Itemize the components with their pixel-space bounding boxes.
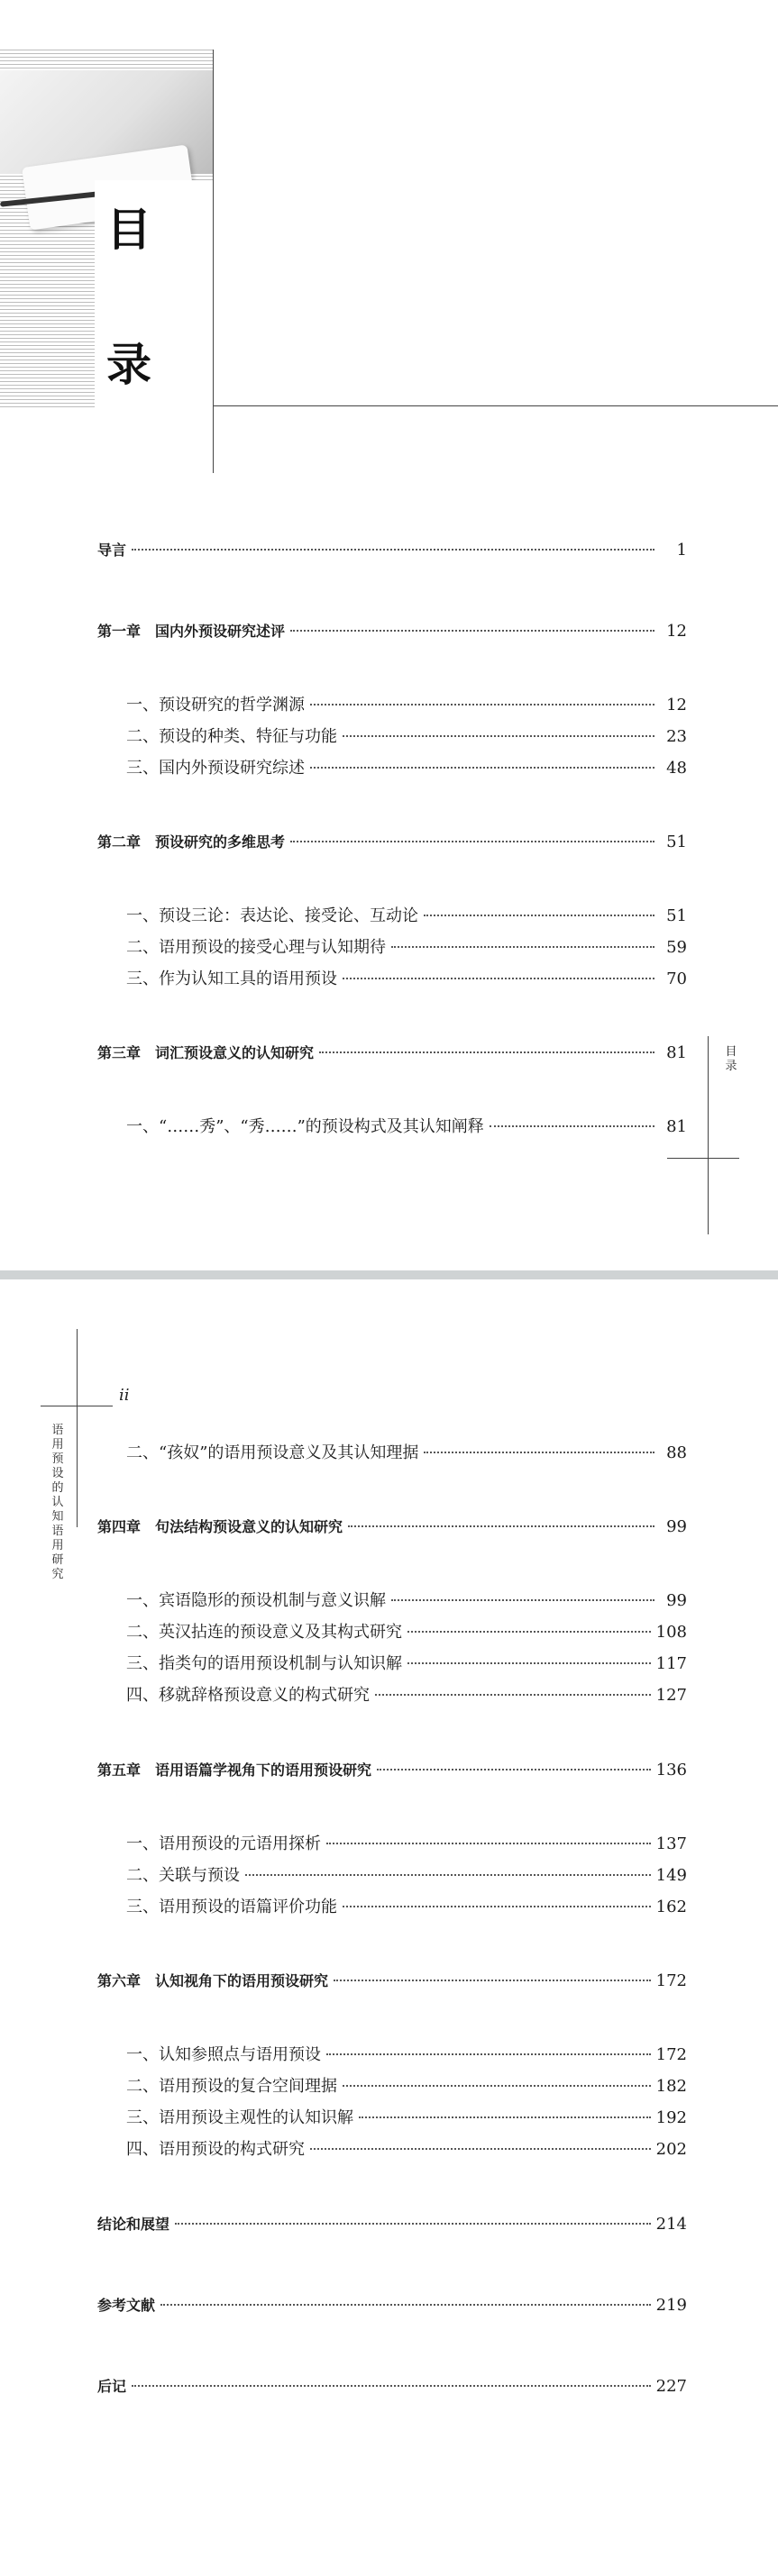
side-label-mulu: 目录 [725,1045,737,1073]
toc-entry-page: 149 [655,1866,687,1885]
toc-entry[interactable] [126,1831,687,1854]
toc-entry-page: 127 [655,1686,687,1705]
toc-entry-label: 二、语用预设的复合空间理据 [126,2077,337,2096]
toc-entry-label: 一、“……秀”、“秀……”的预设构式及其认知阐释 [126,1117,484,1136]
toc-entry-label: 一、预设三论：表达论、接受论、互动论 [126,906,418,925]
toc-entry-page: 202 [655,2140,687,2159]
toc-entry[interactable] [126,966,687,989]
toc-entry-page: 51 [666,906,687,925]
toc-leader-dots [343,735,654,737]
toc-leader-dots [391,946,654,948]
toc-entry-label: 二、英汉拈连的预设意义及其构式研究 [126,1623,402,1642]
toc-entry-page: 192 [655,2108,687,2127]
toc-entry-page: 59 [666,938,687,957]
toc-leader-dots [175,2223,651,2225]
toc-leader-dots [391,1599,654,1601]
toc-entry-page: 182 [655,2077,687,2096]
toc-entry[interactable] [97,620,687,641]
toc-entry[interactable] [126,1862,687,1886]
toc-leader-dots [160,2304,651,2306]
toc-entry-page: 117 [655,1654,687,1673]
running-head: 语用预设的认知语用研究 [51,1424,64,1581]
toc-entry-page: 48 [666,759,687,778]
toc-entry-page: 219 [655,2296,687,2315]
toc-leader-dots [490,1125,654,1127]
toc-entry-page: 12 [666,696,687,715]
toc-entry[interactable] [126,1682,687,1706]
title-char-lu: 录 [106,339,151,391]
toc-entry[interactable] [126,692,687,715]
toc-entry-label: 结论和展望 [97,2216,170,2233]
toc-entry[interactable] [126,755,687,778]
toc-entry[interactable] [97,539,687,560]
toc-leader-dots [326,2053,651,2055]
toc-leader-dots [375,1694,651,1696]
toc-entry-label: 一、语用预设的元语用探析 [126,1834,321,1853]
toc-entry-page: 136 [655,1761,687,1780]
page-number: ii [119,1386,130,1405]
title-char-mu: 目 [106,204,151,256]
toc-entry[interactable] [126,2136,687,2160]
toc-entry-label: 一、认知参照点与语用预设 [126,2045,321,2064]
toc-entry-label: 导言 [97,542,127,559]
toc-entry[interactable] [126,1651,687,1674]
toc-leader-dots [377,1769,651,1770]
toc-entry[interactable] [126,2042,687,2065]
toc-entry-label: 三、语用预设的语篇评价功能 [126,1898,337,1916]
toc-entry-page: 88 [666,1443,687,1462]
toc-leader-dots [343,1906,651,1907]
toc-entry-label: 第四章 句法结构预设意义的认知研究 [97,1518,343,1535]
toc-entry-label: 一、宾语隐形的预设机制与意义识解 [126,1591,386,1610]
side-horizontal-rule [667,1158,739,1159]
toc-entry[interactable] [126,1114,687,1137]
toc-entry[interactable] [126,934,687,958]
toc-entry-page: 70 [666,969,687,988]
toc-entry-page: 23 [666,727,687,746]
toc-entry-page: 99 [666,1517,687,1536]
toc-leader-dots [424,1452,654,1453]
toc-leader-dots [290,841,654,842]
toc-leader-dots [132,549,654,551]
toc-entry-label: 一、预设研究的哲学渊源 [126,696,305,715]
toc-leader-dots [132,2385,651,2387]
toc-leader-dots [424,915,654,916]
toc-entry[interactable] [97,1759,687,1780]
toc-entry[interactable] [126,2073,687,2097]
toc-leader-dots [290,630,654,632]
toc-leader-dots [310,704,654,705]
toc-entry[interactable] [126,1588,687,1611]
toc-entry-label: 四、语用预设的构式研究 [126,2140,305,2159]
toc-leader-dots [310,767,654,769]
toc-entry-label: 第五章 语用语篇学视角下的语用预设研究 [97,1761,372,1779]
toc-page-1 [0,0,778,1270]
toc-leader-dots [359,2116,651,2118]
toc-entry-label: 二、关联与预设 [126,1866,240,1885]
toc-entry-label: 第六章 认知视角下的语用预设研究 [97,1972,329,1989]
toc-entry-page: 108 [655,1623,687,1642]
toc-entry-label: 第三章 词汇预设意义的认知研究 [97,1044,315,1061]
toc-entry-page: 1 [676,541,687,560]
toc-entry[interactable] [97,1516,687,1536]
toc-entry-label: 三、国内外预设研究综述 [126,759,305,778]
header-photo [0,70,213,174]
toc-entry[interactable] [97,1042,687,1062]
toc-entry-page: 12 [666,622,687,641]
toc-entry[interactable] [97,831,687,851]
toc-entry[interactable] [97,2213,687,2234]
toc-leader-dots [326,1843,651,1844]
corner-vertical-rule [77,1329,78,1527]
toc-entry-page: 172 [655,2045,687,2064]
toc-entry-page: 172 [655,1971,687,1990]
toc-entry[interactable] [126,2105,687,2128]
toc-entry-label: 后记 [97,2378,127,2395]
toc-leader-dots [334,1980,651,1981]
toc-leader-dots [407,1631,651,1633]
toc-entry[interactable] [126,724,687,747]
toc-entry-page: 162 [655,1898,687,1916]
toc-entry-page: 227 [655,2377,687,2396]
toc-entry-label: 三、语用预设主观性的认知识解 [126,2108,353,2127]
side-vertical-rule [708,1036,709,1234]
toc-leader-dots [343,978,654,979]
header-horizontal-rule [213,405,778,406]
toc-entry-label: 二、“孩奴”的语用预设意义及其认知理据 [126,1443,419,1462]
toc-entry-label: 二、语用预设的接受心理与认知期待 [126,938,386,957]
toc-page-2 [0,1279,778,2576]
toc-entry-page: 81 [666,1117,687,1136]
toc-entry-page: 81 [666,1043,687,1062]
toc-entry-page: 214 [655,2215,687,2234]
toc-entry-label: 第一章 国内外预设研究述评 [97,623,286,640]
toc-leader-dots [245,1874,651,1876]
toc-entry-label: 第二章 预设研究的多维思考 [97,833,286,851]
header-vertical-rule [213,50,214,473]
toc-leader-dots [343,2085,651,2087]
toc-entry-page: 137 [655,1834,687,1853]
toc-leader-dots [348,1525,654,1527]
toc-entry[interactable] [126,903,687,926]
toc-leader-dots [310,2148,651,2150]
toc-entry[interactable] [97,1970,687,1990]
toc-entry[interactable] [126,1619,687,1643]
toc-entry[interactable] [97,2375,687,2396]
toc-entry[interactable] [97,2294,687,2315]
toc-entry-page: 51 [666,833,687,851]
toc-entry[interactable] [126,1894,687,1917]
toc-entry-page: 99 [666,1591,687,1610]
toc-leader-dots [407,1662,651,1664]
page-separator [0,1270,778,1279]
toc-entry-label: 二、预设的种类、特征与功能 [126,727,337,746]
toc-entry-label: 四、移就辞格预设意义的构式研究 [126,1686,370,1705]
toc-entry-label: 参考文献 [97,2297,156,2314]
toc-leader-dots [319,1051,654,1053]
toc-entry-label: 三、作为认知工具的语用预设 [126,969,337,988]
toc-entry-label: 三、指类句的语用预设机制与认知识解 [126,1654,402,1673]
toc-entry[interactable] [126,1440,687,1463]
